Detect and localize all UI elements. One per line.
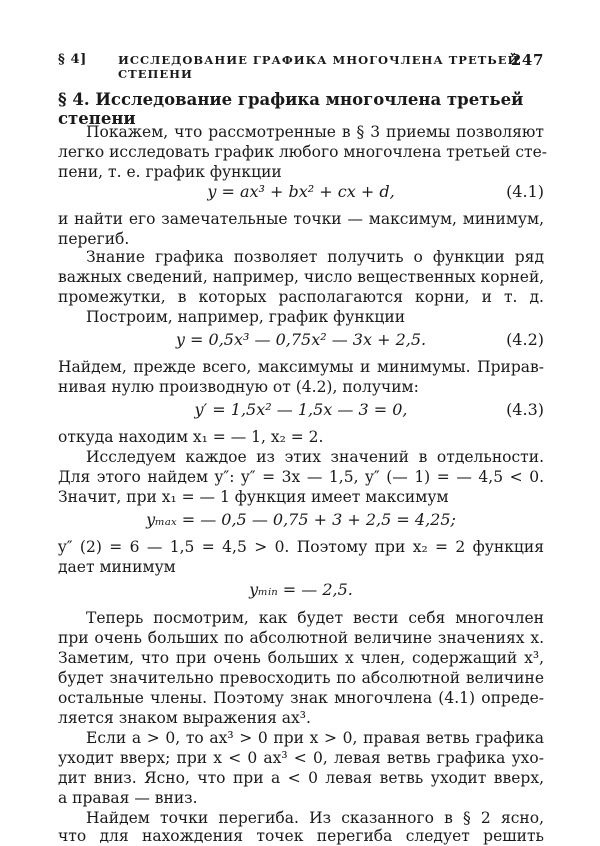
text-line: Исследуем каждое из этих значений в отдельности. bbox=[86, 448, 544, 466]
text-line: пени, т. е. график функции bbox=[58, 163, 282, 181]
text-line: легко исследовать график любого многочлена третьей сте- bbox=[58, 143, 548, 161]
equation-formula: y = 0,5x³ — 0,75x² — 3x + 2,5. bbox=[175, 330, 427, 349]
equation-formula: yₘᵢₙ = — 2,5. bbox=[249, 580, 353, 599]
text-line: перегиб. bbox=[58, 230, 130, 248]
section-heading: § 4. Исследование графика многочлена третьей степени bbox=[58, 90, 524, 128]
running-header bbox=[58, 51, 544, 81]
text-line: остальные члены. Поэтому знак многочлена (4.1) опреде- bbox=[58, 689, 544, 707]
equation-label: (4.3) bbox=[506, 400, 544, 419]
text-line: Заметим, что при очень больших x член, содержащий x³, bbox=[58, 649, 544, 667]
text-line: а правая — вниз. bbox=[58, 789, 198, 807]
text-line: нивая нулю производную от (4.2), получим: bbox=[58, 378, 419, 396]
equation-label: (4.2) bbox=[506, 330, 544, 349]
text-line: Построим, например, график функции bbox=[86, 308, 406, 326]
text-line: Знание графика позволяет получить о функции ряд bbox=[86, 248, 544, 266]
equation-formula: y′ = 1,5x² — 1,5x — 3 = 0, bbox=[194, 400, 408, 419]
equation-formula: y = ax³ + bx² + cx + d, bbox=[207, 182, 395, 201]
text-line: Найдем точки перегиба. Из сказанного в § 2 ясно, bbox=[86, 809, 544, 827]
text-line: при очень больших по абсолютной величине значениях x. bbox=[58, 629, 544, 647]
text-line: ляется знаком выражения ax³. bbox=[58, 709, 311, 727]
text-line: дит вниз. Ясно, что при a < 0 левая ветвь уходит вверх, bbox=[58, 769, 544, 787]
text-line: Для этого найдем y″: y″ = 3x — 1,5, y″ (— 1) = — 4,5 < 0. bbox=[58, 468, 544, 486]
text-line: дает минимум bbox=[58, 558, 176, 576]
text-line: Теперь посмотрим, как будет вести себя многочлен bbox=[86, 609, 544, 627]
header-title: ИССЛЕДОВАНИЕ ГРАФИКА МНОГОЧЛЕНА ТРЕТЬЕЙ СТЕПЕНИ bbox=[118, 53, 520, 81]
text-line: Если a > 0, то ax³ > 0 при x > 0, правая ветвь графика bbox=[86, 729, 544, 747]
header-section: § 4] bbox=[58, 52, 87, 67]
text-line: откуда находим x₁ = — 1, x₂ = 2. bbox=[58, 428, 324, 446]
text-line: уходит вверх; при x < 0 ax³ < 0, левая ветвь графика ухо- bbox=[58, 749, 544, 767]
text-line: что для нахождения точек перегиба следует решить bbox=[58, 827, 544, 845]
text-line: и найти его замечательные точки — максимум, минимум, bbox=[58, 210, 544, 228]
equation-label: (4.1) bbox=[506, 182, 544, 201]
text-line: Найдем, прежде всего, максимумы и минимумы. Прирав- bbox=[58, 358, 544, 376]
text-line: промежутки, в которых располагаются корни, и т. д. bbox=[58, 288, 544, 306]
text-line: Значит, при x₁ = — 1 функция имеет максимум bbox=[58, 488, 449, 506]
text-line: y″ (2) = 6 — 1,5 = 4,5 > 0. Поэтому при x₂ = 2 функция bbox=[58, 538, 544, 556]
equation-formula: yₘₐₓ = — 0,5 — 0,75 + 3 + 2,5 = 4,25; bbox=[146, 510, 456, 529]
page-number: 247 bbox=[510, 51, 544, 69]
text-line: Покажем, что рассмотренные в § 3 приемы позволяют bbox=[86, 123, 544, 141]
text-line: важных сведений, например, число вещественных корней, bbox=[58, 268, 545, 286]
text-line: будет значительно превосходить по абсолютной величине bbox=[58, 669, 544, 687]
